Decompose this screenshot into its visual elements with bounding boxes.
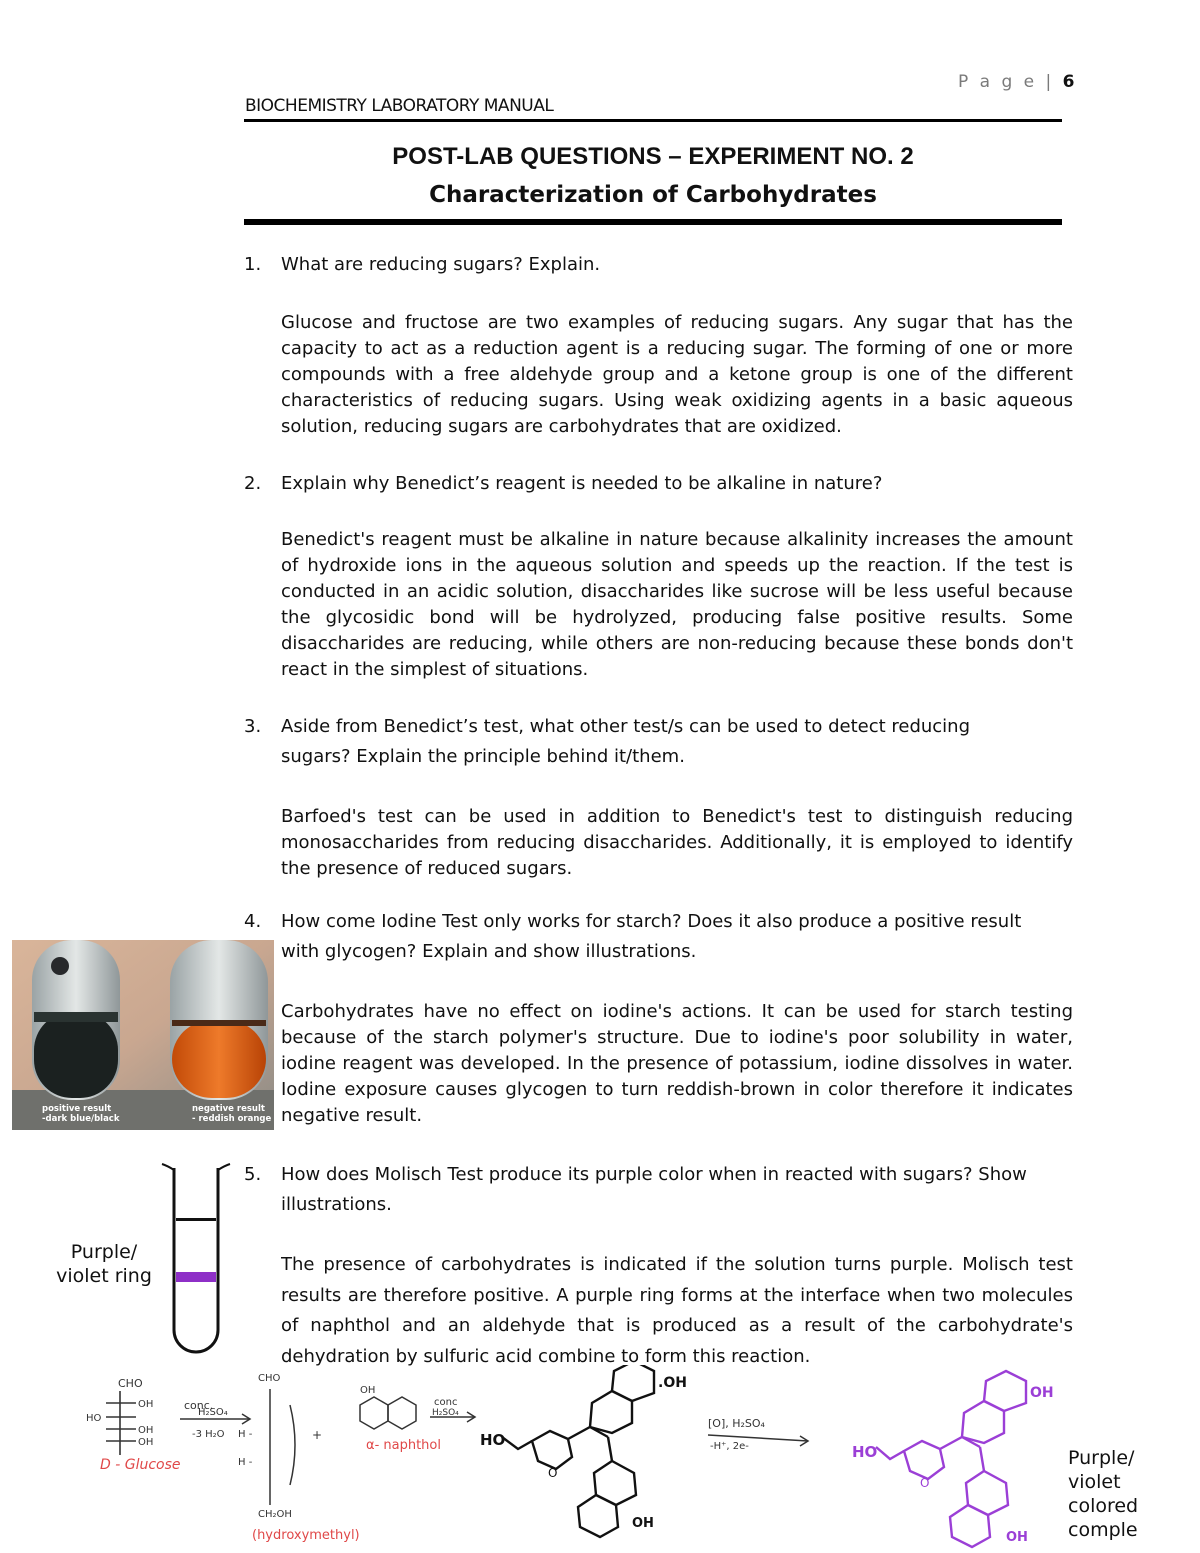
- svg-text:OH: OH: [1030, 1385, 1054, 1401]
- question-2: [244, 469, 1074, 499]
- question-5: [244, 1160, 1044, 1220]
- svg-text:OH: OH: [138, 1399, 154, 1410]
- d-glucose-structure: [106, 1391, 136, 1455]
- purple-ring-label: Purple/ violet ring: [56, 1241, 152, 1287]
- question-number: 2.: [244, 473, 262, 494]
- page-label: P a g e |: [958, 72, 1055, 92]
- answer-1: Glucose and fructose are two examples of reducing sugars. Any sugar that has the capacity to act as a reduction agent is a reducing sugar. The forming of one or more compounds with a free aldehyde group and a ketone group is one of the different characteristics of reducing sugars. Using weak oxidizing agents in a basic aqueous solution, reducing sugars are carbohydrates that are oxidized.: [281, 312, 1073, 437]
- conc-label-2: conc: [434, 1397, 458, 1408]
- svg-text:HO: HO: [86, 1413, 102, 1424]
- svg-text:H -: H -: [238, 1429, 253, 1440]
- molisch-test-tube: [160, 1162, 232, 1356]
- page-number: [958, 72, 1075, 92]
- page-number-value: 6: [1062, 72, 1075, 92]
- svg-text:H -: H -: [238, 1457, 253, 1468]
- purple-complex-label: Purple/ violet colored comple: [1068, 1447, 1139, 1541]
- svg-text:O: O: [548, 1466, 558, 1480]
- svg-text:CH₂OH: CH₂OH: [258, 1509, 292, 1520]
- acid-label: H₂SO₄: [198, 1407, 228, 1418]
- answer-5: The presence of carbohydrates is indicated if the solution turns purple. Molisch test results are therefore positive. A purple ring forms at the interface when two molecules of naphthol and an aldehyde that is produced as a result of the carbohydrate's dehydration by sulfuric acid combine to form this reaction.: [281, 1254, 1073, 1367]
- svg-text:positive result: positive result: [42, 1104, 112, 1114]
- question-number: 3.: [244, 716, 262, 737]
- plus-sign: +: [312, 1428, 323, 1442]
- svg-text:OH: OH: [138, 1425, 154, 1436]
- purple-ring: [176, 1272, 216, 1282]
- answer-4: Carbohydrates have no effect on iodine's actions. It can be used for starch testing because of the starch polymer's structure. Due to iodine's poor solubility in water, iodine reagent was developed. In the presence of potassium, iodine dissolves in water. Iodine exposure causes glycogen to turn reddish-brown in color therefore it indicates negative result.: [281, 1001, 1073, 1126]
- question-1: [244, 250, 1074, 280]
- answer-3: Barfoed's test can be used in addition to Benedict's test to distinguish reducing monosaccharides from reducing disaccharides. Additionally, it is employed to identify the presence of reduced sugars.: [281, 806, 1073, 879]
- positive-result-caption: [42, 1104, 120, 1124]
- naphthol-structure: [360, 1397, 416, 1429]
- oxidation-byproduct-label: -H⁺, 2e-: [710, 1441, 749, 1452]
- conc-label: conc.: [184, 1399, 214, 1412]
- question-number: 4.: [244, 911, 262, 932]
- question-text: What are reducing sugars? Explain.: [281, 254, 601, 275]
- svg-text:.OH: .OH: [658, 1375, 687, 1391]
- question-text: Explain why Benedict’s reagent is needed to be alkaline in nature?: [281, 473, 883, 494]
- page-subtitle: Characterization of Carbohydrates: [429, 182, 877, 208]
- question-4: [244, 907, 1044, 967]
- hydroxymethyl-intermediate: [270, 1389, 295, 1505]
- svg-text:OH: OH: [632, 1516, 654, 1531]
- molisch-reaction-scheme: [80, 1365, 1080, 1553]
- hydroxymethyl-label: (hydroxymethyl): [252, 1528, 360, 1543]
- svg-text:-dark blue/black: -dark blue/black: [42, 1114, 120, 1124]
- intermediate-dye-structure: [502, 1365, 654, 1537]
- acid-label-2: H₂SO₄: [432, 1408, 459, 1418]
- oxidation-label: [O], H₂SO₄: [708, 1417, 765, 1430]
- question-3: [244, 712, 1044, 772]
- question-text: Aside from Benedict’s test, what other test/s can be used to detect reducing sugars? Explain the principle behind it/them.: [281, 716, 971, 767]
- svg-text:negative result: negative result: [192, 1104, 265, 1114]
- negative-result-caption: [192, 1104, 271, 1124]
- iodine-test-photo: [12, 940, 274, 1130]
- svg-text:O: O: [920, 1476, 930, 1490]
- naphthol-label: α- naphthol: [366, 1438, 441, 1453]
- water-loss-label: -3 H₂O: [192, 1429, 225, 1440]
- svg-text:- reddish orange: - reddish orange: [192, 1114, 272, 1124]
- svg-text:CHO: CHO: [258, 1373, 281, 1384]
- question-number: 1.: [244, 254, 262, 275]
- question-text: How does Molisch Test produce its purple color when in reacted with sugars? Show illustrations.: [281, 1164, 1027, 1215]
- svg-text:OH: OH: [138, 1437, 154, 1448]
- answer-2: Benedict's reagent must be alkaline in nature because alkalinity increases the amount of hydroxide ions in the aqueous solution and speeds up the reaction. If the test is conducted in an acidic solution, disaccharides like sucrose will be less useful because the glycosidic bond will be hydrolyzed, producing false positive results. Some disaccharides are reducing, while others are non-reducing because these bonds don't react in the simplest of situations.: [281, 529, 1073, 680]
- manual-title: BIOCHEMISTRY LABORATORY MANUAL: [245, 96, 554, 116]
- d-glucose-label: D - Glucose: [100, 1457, 181, 1473]
- question-text: How come Iodine Test only works for starch? Does it also produce a positive result with glycogen? Explain and show illustrations.: [281, 911, 1022, 962]
- page-title: POST-LAB QUESTIONS – EXPERIMENT NO. 2: [392, 143, 914, 170]
- svg-text:HO: HO: [852, 1443, 878, 1461]
- header-rule: [244, 119, 1062, 122]
- svg-text:OH: OH: [1006, 1530, 1028, 1545]
- title-rule: [244, 219, 1062, 225]
- svg-text:OH: OH: [360, 1385, 376, 1396]
- purple-complex-structure: [876, 1371, 1026, 1547]
- svg-text:CHO: CHO: [118, 1377, 143, 1390]
- svg-text:HO: HO: [480, 1431, 506, 1449]
- question-number: 5.: [244, 1164, 262, 1185]
